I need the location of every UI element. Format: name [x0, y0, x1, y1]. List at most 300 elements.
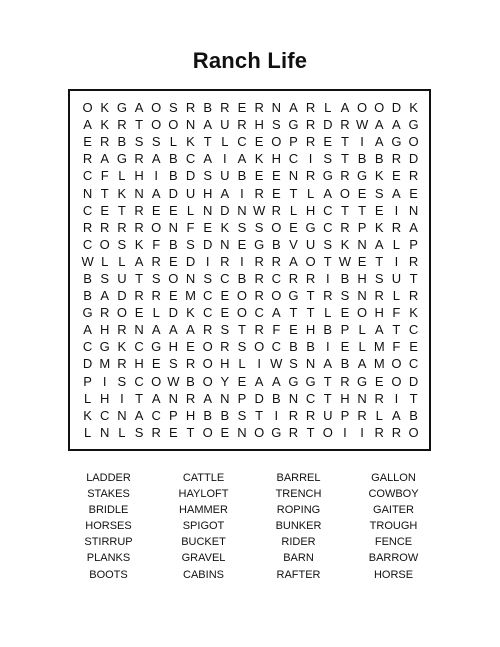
grid-letter: T [135, 117, 144, 133]
grid-letter: O [271, 219, 282, 235]
grid-letter: V [289, 236, 298, 252]
grid-row [79, 373, 422, 390]
grid-letter: O [236, 288, 248, 304]
grid-letter: T [409, 270, 418, 286]
grid-letter: I [120, 390, 124, 406]
grid-letter: R [134, 219, 144, 235]
grid-letter: G [357, 168, 368, 184]
grid-letter: A [151, 151, 161, 167]
grid-letter: L [289, 202, 298, 218]
grid-letter: O [202, 424, 213, 440]
grid-letter: B [271, 390, 281, 406]
grid-letter: K [117, 339, 127, 355]
grid-letter: R [151, 253, 161, 269]
grid-letter: T [323, 373, 332, 389]
grid-letter: O [271, 134, 282, 150]
grid-row [79, 167, 422, 184]
grid-letter: C [271, 339, 281, 355]
grid-letter: E [392, 168, 401, 184]
grid-letter: D [391, 100, 402, 116]
grid-letter: R [82, 151, 93, 167]
word-list-item: BRIDLE [88, 504, 129, 517]
grid-letter: E [254, 168, 264, 184]
grid-letter: R [117, 322, 127, 338]
word-list-item: CATTLE [182, 472, 225, 484]
grid-letter: R [271, 253, 281, 269]
grid-letter: G [305, 373, 316, 389]
grid-letter: R [391, 424, 402, 440]
grid-letter: C [408, 356, 419, 372]
grid-letter: K [83, 407, 92, 423]
grid-letter: R [357, 407, 367, 423]
grid-row [79, 236, 422, 253]
grid-letter: R [151, 288, 161, 304]
grid-letter: H [134, 356, 144, 372]
grid-letter: H [220, 356, 230, 372]
grid-letter: L [169, 134, 177, 150]
grid-letter: B [323, 322, 333, 338]
grid-letter: P [169, 407, 178, 423]
grid-letter: U [305, 236, 316, 252]
grid-letter: S [117, 373, 127, 389]
grid-letter: T [100, 185, 109, 201]
grid-letter: R [100, 305, 110, 321]
grid-letter: E [409, 339, 418, 355]
grid-letter: G [254, 236, 265, 252]
grid-letter: A [169, 322, 178, 338]
grid-letter: R [254, 288, 264, 304]
grid-letter: T [358, 202, 367, 218]
grid-letter: N [134, 322, 144, 338]
word-list-item: HORSES [85, 520, 132, 533]
grid-letter: O [82, 100, 93, 116]
letter-grid [68, 89, 431, 451]
grid-letter: A [409, 219, 418, 235]
word-list-item: TRENCH [275, 488, 322, 501]
grid-row [79, 270, 422, 287]
grid-letter: T [340, 202, 349, 218]
grid-letter: N [271, 100, 281, 116]
grid-letter: E [220, 424, 230, 440]
word-list-item: BUNKER [275, 520, 322, 533]
grid-letter: R [117, 219, 127, 235]
grid-letter: T [340, 134, 349, 150]
grid-letter: R [305, 407, 316, 423]
grid-letter: P [289, 134, 298, 150]
grid-letter: I [240, 185, 244, 201]
word-list-item: GRAVEL [181, 552, 226, 565]
grid-letter: D [323, 117, 333, 133]
grid-letter: G [391, 134, 402, 150]
grid-letter: S [117, 236, 127, 252]
grid-letter: S [151, 134, 161, 150]
grid-letter: E [271, 185, 281, 201]
grid-letter: G [271, 424, 282, 440]
grid-letter: T [289, 305, 298, 321]
grid-letter: L [392, 288, 400, 304]
grid-letter: T [306, 288, 315, 304]
grid-letter: R [134, 288, 144, 304]
grid-letter: T [323, 390, 332, 406]
grid-letter: N [168, 219, 179, 235]
grid-letter: T [255, 407, 264, 423]
grid-letter: P [357, 219, 367, 235]
grid-letter: E [409, 185, 418, 201]
grid-letter: D [254, 390, 264, 406]
grid-letter: R [100, 134, 110, 150]
word-list-item: BARREL [276, 472, 321, 484]
grid-letter: N [100, 424, 110, 440]
word-list [61, 470, 441, 583]
grid-letter: A [83, 117, 92, 133]
grid-letter: G [116, 151, 127, 167]
grid-letter: S [237, 219, 247, 235]
grid-letter: U [391, 270, 402, 286]
grid-letter: R [374, 390, 384, 406]
grid-letter: A [289, 253, 298, 269]
grid-letter: A [357, 356, 367, 372]
grid-row [79, 355, 422, 372]
word-list-item: BARROW [368, 552, 419, 565]
grid-letter: B [169, 236, 178, 252]
grid-row [79, 184, 422, 201]
grid-letter: L [118, 253, 126, 269]
grid-letter: N [168, 390, 179, 406]
word-list-item: HORSE [373, 568, 414, 581]
grid-row [79, 321, 422, 338]
grid-letter: N [82, 185, 93, 201]
grid-letter: T [135, 270, 144, 286]
grid-letter: N [288, 390, 299, 406]
grid-letter: G [82, 305, 93, 321]
grid-letter: B [340, 356, 350, 372]
grid-letter: E [169, 253, 178, 269]
grid-letter: D [185, 253, 196, 269]
grid-row [79, 219, 422, 236]
grid-letter: M [99, 356, 111, 372]
grid-letter: O [305, 253, 316, 269]
grid-letter: A [151, 322, 161, 338]
grid-letter: M [185, 288, 196, 304]
grid-letter: I [394, 202, 399, 218]
grid-letter: S [169, 356, 178, 372]
grid-letter: A [340, 100, 350, 116]
grid-letter: H [305, 322, 316, 338]
grid-letter: S [323, 236, 333, 252]
grid-letter: D [408, 373, 419, 389]
grid-letter: L [221, 134, 229, 150]
grid-letter: O [116, 305, 127, 321]
grid-letter: P [83, 373, 92, 389]
grid-letter: T [117, 202, 126, 218]
grid-letter: E [186, 339, 195, 355]
grid-letter: U [220, 117, 230, 133]
grid-letter: D [185, 168, 196, 184]
grid-letter: I [223, 151, 227, 167]
grid-letter: S [186, 236, 195, 252]
grid-letter: B [203, 100, 212, 116]
grid-letter: H [100, 322, 110, 338]
grid-row [79, 407, 422, 424]
grid-letter: P [340, 407, 350, 423]
grid-letter: S [254, 219, 264, 235]
grid-letter: R [100, 219, 110, 235]
grid-letter: B [374, 151, 384, 167]
grid-letter: C [82, 236, 93, 252]
grid-letter: W [253, 202, 266, 218]
grid-letter: B [306, 339, 315, 355]
grid-letter: G [357, 373, 368, 389]
grid-letter: B [83, 270, 92, 286]
grid-letter: D [117, 288, 127, 304]
grid-letter: O [357, 305, 368, 321]
grid-letter: A [374, 236, 384, 252]
word-list-item: PLANKS [86, 552, 131, 565]
grid-letter: K [186, 305, 195, 321]
grid-letter: O [168, 270, 179, 286]
grid-letter: N [220, 390, 230, 406]
grid-letter: I [394, 253, 399, 269]
grid-letter: C [100, 407, 110, 423]
grid-letter: E [340, 305, 350, 321]
grid-letter: O [254, 339, 265, 355]
grid-letter: G [322, 168, 333, 184]
grid-letter: R [220, 253, 230, 269]
grid-row [79, 253, 422, 270]
grid-letter: A [134, 100, 144, 116]
grid-letter: P [237, 390, 247, 406]
grid-letter: N [237, 202, 247, 218]
grid-letter: C [82, 202, 93, 218]
grid-letter: T [340, 151, 349, 167]
grid-letter: H [185, 407, 196, 423]
grid-letter: T [306, 424, 315, 440]
grid-letter: C [202, 288, 213, 304]
grid-letter: N [237, 424, 247, 440]
grid-letter: C [323, 202, 333, 218]
grid-letter: K [100, 117, 110, 133]
grid-letter: O [408, 424, 419, 440]
grid-letter: R [340, 373, 350, 389]
grid-letter: C [408, 322, 419, 338]
grid-letter: O [391, 373, 402, 389]
grid-letter: R [82, 219, 93, 235]
grid-row [79, 150, 422, 167]
word-list-item: HAMMER [179, 504, 228, 517]
grid-letter: R [305, 117, 316, 133]
grid-letter: R [408, 168, 419, 184]
word-list-item: STIRRUP [84, 536, 133, 549]
grid-letter: F [272, 322, 281, 338]
grid-letter: D [220, 202, 230, 218]
grid-letter: K [134, 236, 144, 252]
word-list-item: TROUGH [369, 520, 418, 533]
grid-letter: N [305, 356, 316, 372]
grid-letter: P [340, 322, 350, 338]
grid-letter: R [340, 168, 350, 184]
grid-letter: O [408, 134, 419, 150]
grid-letter: E [83, 134, 92, 150]
grid-letter: O [202, 373, 213, 389]
grid-letter: B [83, 288, 92, 304]
grid-row [79, 304, 422, 321]
grid-letter: C [134, 373, 144, 389]
word-list-item: LADDER [86, 472, 131, 484]
grid-letter: C [134, 339, 144, 355]
grid-letter: G [408, 117, 419, 133]
grid-letter: R [288, 270, 299, 286]
grid-letter: F [392, 339, 401, 355]
grid-letter: H [134, 168, 144, 184]
grid-letter: O [99, 236, 110, 252]
grid-letter: E [374, 202, 384, 218]
grid-letter: W [167, 373, 180, 389]
grid-letter: O [236, 305, 248, 321]
grid-letter: H [357, 270, 367, 286]
grid-letter: I [325, 339, 330, 355]
grid-letter: O [357, 100, 368, 116]
grid-letter: E [271, 168, 281, 184]
grid-letter: S [203, 270, 212, 286]
grid-letter: H [340, 390, 350, 406]
grid-letter: E [237, 373, 247, 389]
grid-letter: I [240, 253, 244, 269]
grid-letter: C [220, 270, 230, 286]
grid-letter: R [185, 390, 196, 406]
grid-letter: B [237, 168, 247, 184]
grid-row [79, 424, 422, 441]
grid-letter: E [237, 100, 247, 116]
grid-letter: R [374, 288, 384, 304]
grid-letter: L [358, 339, 366, 355]
grid-letter: N [408, 202, 419, 218]
grid-letter: U [323, 407, 333, 423]
grid-letter: U [117, 270, 127, 286]
grid-letter: F [152, 236, 161, 252]
grid-letter: R [271, 202, 281, 218]
grid-letter: O [254, 424, 265, 440]
grid-letter: T [409, 390, 418, 406]
grid-letter: R [254, 100, 264, 116]
grid-letter: K [340, 236, 350, 252]
grid-letter: S [323, 151, 333, 167]
grid-letter: R [323, 288, 333, 304]
grid-letter: H [271, 151, 281, 167]
grid-letter: D [408, 151, 419, 167]
grid-letter: D [168, 305, 179, 321]
grid-letter: E [134, 305, 144, 321]
grid-letter: H [168, 339, 179, 355]
grid-letter: R [391, 151, 402, 167]
grid-letter: K [409, 305, 418, 321]
grid-letter: I [205, 253, 210, 269]
grid-letter: S [169, 100, 178, 116]
grid-letter: T [375, 253, 384, 269]
grid-letter: B [237, 270, 247, 286]
grid-letter: K [220, 219, 230, 235]
grid-letter: N [357, 236, 367, 252]
grid-letter: B [271, 236, 281, 252]
grid-letter: E [357, 253, 367, 269]
grid-letter: P [409, 236, 418, 252]
grid-letter: O [322, 424, 333, 440]
grid-letter: G [288, 117, 299, 133]
grid-letter: U [185, 185, 196, 201]
grid-letter: E [374, 373, 384, 389]
grid-letter: H [202, 185, 213, 201]
grid-letter: L [152, 305, 160, 321]
grid-letter: I [257, 356, 261, 372]
grid-letter: U [220, 168, 230, 184]
grid-letter: O [151, 219, 162, 235]
grid-letter: E [151, 202, 161, 218]
grid-letter: B [203, 407, 212, 423]
grid-letter: D [202, 236, 213, 252]
word-list-item: RAFTER [276, 568, 321, 581]
grid-letter: N [202, 202, 213, 218]
grid-letter: B [409, 407, 418, 423]
grid-letter: W [81, 253, 94, 269]
grid-letter: O [391, 356, 402, 372]
grid-letter: A [374, 134, 384, 150]
grid-letter: E [169, 202, 178, 218]
grid-letter: I [360, 134, 364, 150]
grid-letter: I [325, 270, 330, 286]
grid-letter: I [394, 390, 399, 406]
grid-letter: O [151, 117, 162, 133]
grid-letter: A [151, 185, 161, 201]
grid-letter: K [117, 185, 127, 201]
grid-letter: E [100, 202, 110, 218]
grid-letter: N [357, 390, 367, 406]
grid-letter: C [305, 390, 316, 406]
grid-letter: M [373, 339, 385, 355]
grid-letter: O [271, 288, 282, 304]
grid-letter: R [288, 407, 299, 423]
grid-letter: I [102, 373, 107, 389]
word-list-item: SPIGOT [182, 520, 225, 533]
grid-letter: R [185, 100, 196, 116]
grid-letter: A [100, 288, 110, 304]
word-list-item: BOOTS [89, 568, 128, 581]
grid-letter: A [271, 305, 281, 321]
grid-letter: E [357, 185, 367, 201]
grid-letter: L [118, 424, 126, 440]
grid-letter: L [118, 168, 126, 184]
grid-letter: I [360, 424, 364, 440]
grid-letter: R [340, 117, 350, 133]
grid-letter: E [254, 134, 264, 150]
grid-letter: A [203, 390, 212, 406]
grid-letter: T [392, 322, 401, 338]
word-list-item: ROPING [276, 504, 321, 517]
grid-letter: A [203, 151, 212, 167]
grid-letter: A [220, 185, 230, 201]
grid-letter: R [134, 151, 144, 167]
grid-letter: O [339, 185, 350, 201]
grid-letter: N [220, 236, 230, 252]
grid-letter: A [323, 185, 333, 201]
grid-letter: L [238, 356, 246, 372]
grid-letter: S [289, 356, 298, 372]
grid-letter: R [408, 253, 419, 269]
grid-letter: E [237, 236, 247, 252]
grid-letter: C [202, 305, 213, 321]
grid-letter: C [82, 339, 93, 355]
grid-letter: R [220, 100, 230, 116]
grid-letter: A [392, 117, 401, 133]
grid-letter: O [202, 339, 213, 355]
